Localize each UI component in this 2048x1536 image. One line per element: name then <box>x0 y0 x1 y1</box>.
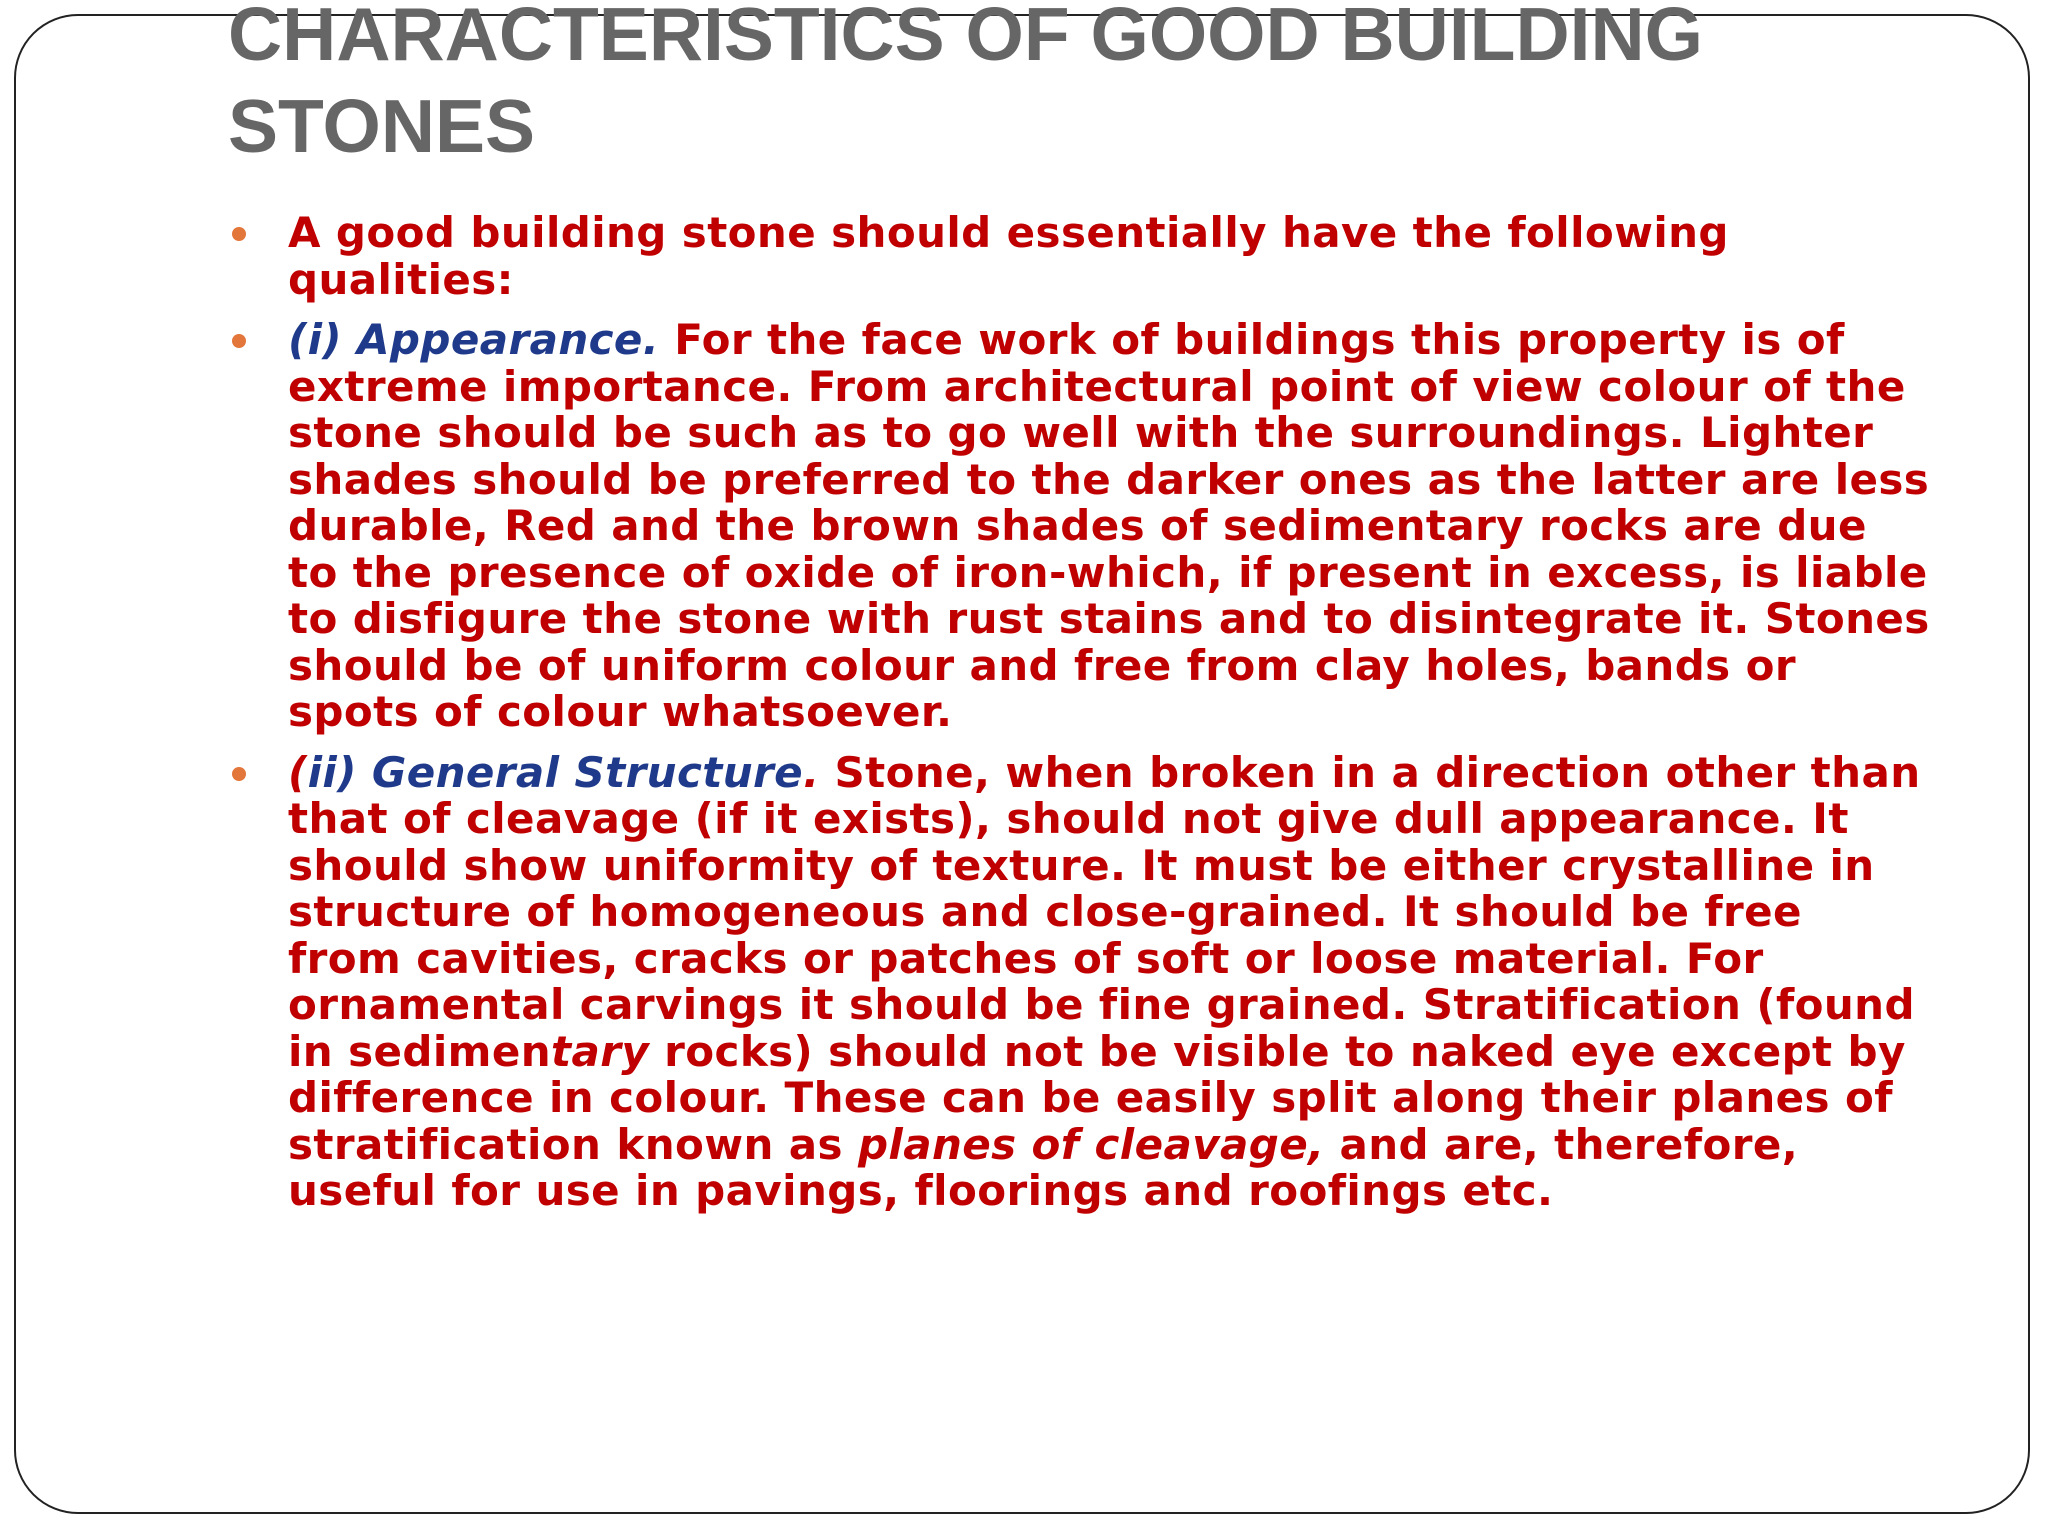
structure-heading-dot: . <box>803 747 820 797</box>
structure-text-italic1: tary <box>551 1026 650 1076</box>
structure-text-part2: rocks) should not be visible to naked eye except by difference in colour. These can be easily split along their planes of stratification known as <box>288 1026 1906 1169</box>
bullet-intro <box>230 210 1930 303</box>
bullet-dot-icon <box>232 334 246 348</box>
bullet-intro-text: A good building stone should essentially have the following qualities: <box>288 208 1729 304</box>
structure-heading: ii) General Structure <box>307 747 804 797</box>
bullet-general-structure <box>230 747 1930 1215</box>
appearance-heading: (i) Appearance. <box>288 315 660 364</box>
bullet-list <box>230 210 1930 1229</box>
bullet-dot-icon <box>232 227 246 241</box>
slide-title: CHARACTERISTICS OF GOOD BUILDING STONES <box>228 0 1703 168</box>
bullet-appearance <box>230 317 1930 736</box>
structure-heading-paren: ( <box>288 747 308 797</box>
structure-text-part3: and are, therefore, useful for use in pavings, floorings and roofings etc. <box>288 1119 1799 1215</box>
structure-text-part1: Stone, when broken in a direction other than that of cleavage (if it exists), should not give dull appearance. It should show uniformity of texture. It must be either crystalline in structure of homogeneous and close-grained. It should be free from cavities, cracks or patches of soft or loose material. For ornamental carvings it should be fine grained. Stratification (found in sedimen <box>288 747 1921 1076</box>
structure-text-italic2: planes of cleavage, <box>857 1119 1325 1169</box>
appearance-text: For the face work of buildings this property is of extreme importance. From architectural point of view colour of the stone should be such as to go well with the surroundings. Lighter shades should be preferred to the darker ones as the latter are less durable, Red and the brown shades of sedimentary rocks are due to the presence of oxide of iron-which, if present in excess, is liable to disfigure the stone with rust stains and to disintegrate it. Stones should be of uniform colour and free from clay holes, bands or spots of colour whatsoever. <box>288 315 1930 736</box>
bullet-dot-icon <box>232 767 246 781</box>
